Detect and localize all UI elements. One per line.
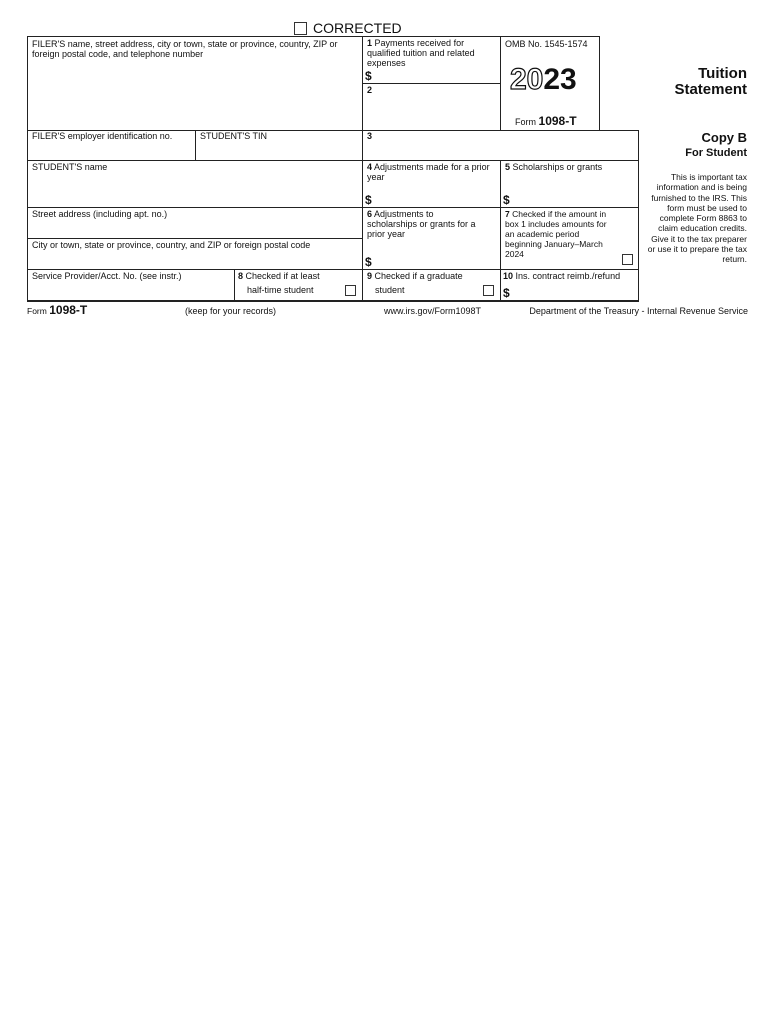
copy-subtitle: For Student xyxy=(685,147,747,159)
box5-text: Scholarships or grants xyxy=(512,162,603,172)
box7-text: Checked if the amount in box 1 includes amounts for an academic period beginning January–March 2024 xyxy=(505,209,607,259)
divider-vertical-boxes xyxy=(500,160,501,301)
student-tin-label: STUDENT'S TIN xyxy=(200,131,268,141)
box2-number: 2 xyxy=(367,85,373,95)
divider-row-student-name xyxy=(27,160,639,161)
divider-street-city xyxy=(27,238,362,239)
footer-keep-records: (keep for your records) xyxy=(185,306,277,316)
box4-dollar: $ xyxy=(365,193,372,207)
service-provider-label: Service Provider/Acct. No. (see instr.) xyxy=(32,271,182,281)
box1-dollar: $ xyxy=(365,69,372,83)
title-line1: Tuition xyxy=(698,65,747,82)
omb-right-border xyxy=(599,36,600,130)
divider-box1-box2 xyxy=(362,83,500,84)
box6-number: 6 xyxy=(367,209,373,219)
omb-form-number: 1098-T xyxy=(538,114,577,128)
box4-number: 4 xyxy=(367,162,373,172)
box1-text: Payments received for qualified tuition and related expenses xyxy=(367,38,475,68)
box9-text: Checked if a graduate xyxy=(374,271,463,281)
box5-dollar: $ xyxy=(503,193,510,207)
tax-year-outline: 20 xyxy=(510,63,544,96)
box7-checkbox[interactable] xyxy=(622,254,633,265)
divider-service-box8 xyxy=(234,269,235,301)
box9-label xyxy=(367,271,497,281)
filer-ein-label: FILER'S employer identification no. xyxy=(32,131,173,141)
box4-text: Adjustments made for a prior year xyxy=(367,162,490,182)
box6-text: Adjustments to scholarships or grants for a prior year xyxy=(367,209,476,239)
street-address-label: Street address (including apt. no.) xyxy=(32,209,168,219)
tax-year xyxy=(510,64,577,96)
box5-label xyxy=(505,162,637,172)
box10-number: 10 xyxy=(503,271,514,281)
box10-dollar: $ xyxy=(503,286,510,300)
divider-vertical-main xyxy=(362,36,363,301)
footer-form-id xyxy=(27,303,87,318)
box1-label xyxy=(367,38,497,68)
title-line2: Statement xyxy=(674,81,747,98)
corrected-label: CORRECTED xyxy=(313,20,402,36)
box8-checkbox[interactable] xyxy=(345,285,356,296)
filer-name-field[interactable] xyxy=(32,62,358,126)
footer-url: www.irs.gov/Form1098T xyxy=(384,306,482,316)
divider-ein-tin xyxy=(195,130,196,161)
box8-label xyxy=(238,271,358,281)
box10-text: Ins. contract reimb./refund xyxy=(515,271,621,281)
footer-form-number: 1098-T xyxy=(49,303,88,317)
box10-label xyxy=(503,271,638,281)
box8-label2: half-time student xyxy=(247,285,314,295)
box4-label xyxy=(367,162,497,182)
footer-department: Department of the Treasury - Internal Revenue Service xyxy=(529,306,748,316)
form-bottom-border xyxy=(27,300,639,302)
box8-number: 8 xyxy=(238,271,244,281)
corrected-checkbox[interactable] xyxy=(294,22,307,35)
form-left-border xyxy=(27,36,28,301)
omb-form-id xyxy=(515,114,577,129)
footer-form-prefix: Form xyxy=(27,306,47,316)
omb-number: OMB No. 1545-1574 xyxy=(505,39,588,49)
tax-year-bold: 23 xyxy=(543,63,577,96)
box6-dollar: $ xyxy=(365,255,372,269)
divider-row-street xyxy=(27,207,639,208)
copy-notice: This is important tax information and is being furnished to the IRS. This form must be used to complete Form 8863 to claim education credits. Give it to the tax preparer or use it to prepare the tax return. xyxy=(647,172,747,265)
box7-label xyxy=(505,209,615,259)
box1-number: 1 xyxy=(367,38,373,48)
form-top-border xyxy=(27,36,599,37)
box7-number: 7 xyxy=(505,209,510,219)
box3-number: 3 xyxy=(367,131,373,141)
box6-label xyxy=(367,209,477,239)
divider-vertical-omb xyxy=(500,36,501,130)
copy-title: Copy B xyxy=(701,130,747,145)
divider-row-service xyxy=(27,269,639,270)
box9-checkbox[interactable] xyxy=(483,285,494,296)
student-name-label: STUDENT'S name xyxy=(32,162,108,172)
city-label: City or town, state or province, country, and ZIP or foreign postal code xyxy=(32,240,311,250)
box3-right-border xyxy=(638,130,639,301)
box9-number: 9 xyxy=(367,271,373,281)
box5-number: 5 xyxy=(505,162,511,172)
omb-form-prefix: Form xyxy=(515,117,536,127)
box9-label2: student xyxy=(375,285,405,295)
box8-text: Checked if at least xyxy=(245,271,320,281)
filer-name-label: FILER'S name, street address, city or town, state or province, country, ZIP or foreign postal code, and telephone number xyxy=(32,39,338,59)
